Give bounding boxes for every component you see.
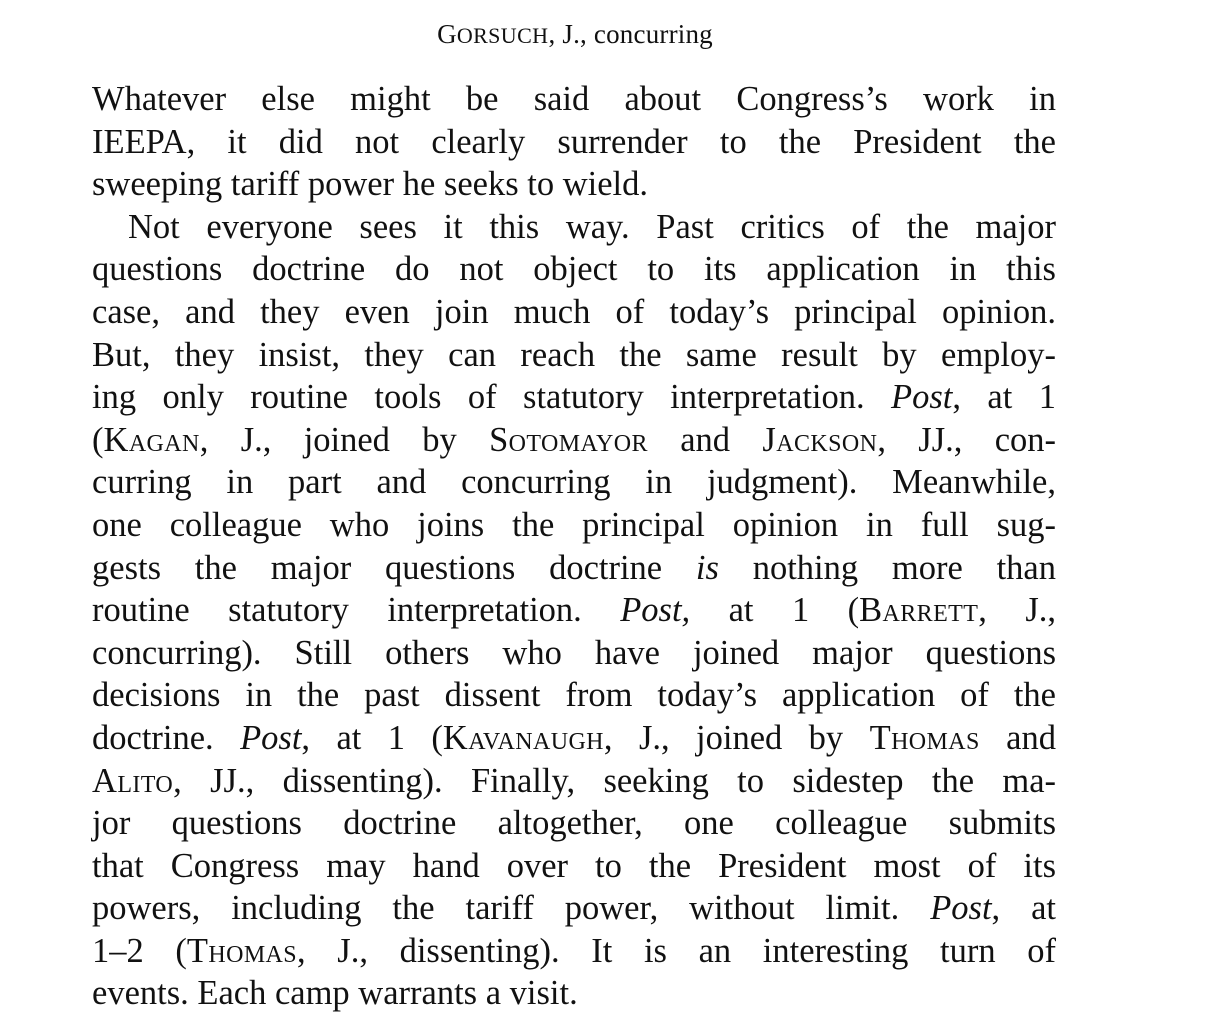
opinion-text: [92, 78, 1056, 1015]
text-run: gests the major questions doctrine: [92, 548, 696, 587]
text-run: doctrine.: [92, 718, 241, 757]
text-run: , at: [991, 889, 1056, 928]
text-run: and: [979, 718, 1056, 757]
justice-name: Jackson: [762, 420, 878, 459]
text-run: , at 1: [952, 378, 1056, 417]
citation-post: Post: [891, 378, 953, 417]
emphasis-is: is: [695, 548, 719, 587]
text-line: that Congress may hand over to the President most of its: [92, 846, 1056, 885]
text-line: [92, 717, 1056, 760]
citation-post: Post: [240, 718, 302, 757]
justice-name: Kagan: [103, 420, 200, 459]
text-run: , J., joined by: [199, 420, 490, 459]
text-line: But, they insist, they can reach the same result by employ-: [92, 335, 1056, 374]
text-line: concurring). Still others who have joined major questions: [92, 633, 1056, 672]
justice-name: Kavanaugh: [442, 718, 604, 757]
text-line: jor questions doctrine altogether, one colleague submits: [92, 804, 1056, 843]
justice-name: Alito: [92, 761, 174, 800]
citation-post: Post: [930, 889, 992, 928]
running-head: [0, 14, 1150, 56]
justice-name: Sotomayor: [489, 420, 648, 459]
running-head-justice-initial: G: [437, 19, 457, 49]
text-line: questions doctrine do not object to its application in this: [92, 250, 1056, 289]
text-run: , J., dissenting). It is an interesting turn of: [297, 931, 1056, 970]
paragraph-2: [92, 206, 1056, 1015]
text-line: [92, 887, 1056, 930]
text-line: [92, 376, 1056, 419]
text-line: case, and they even join much of today’s principal opinion.: [92, 292, 1056, 331]
text-line: events. Each camp warrants a visit.: [92, 974, 578, 1013]
running-head-justice-name: ORSUCH: [456, 23, 549, 48]
text-line: IEEPA, it did not clearly surrender to the President the: [92, 122, 1056, 161]
text-line: [92, 930, 1056, 973]
citation-post: Post,: [620, 591, 691, 630]
text-run: nothing more than: [718, 548, 1056, 587]
justice-name: Barrett: [859, 591, 979, 630]
justice-name: Thomas: [869, 718, 980, 757]
text-line: one colleague who joins the principal opinion in full sug-: [92, 505, 1056, 544]
text-run: , JJ., con-: [877, 420, 1056, 459]
paragraph-1: [92, 78, 1056, 206]
text-run: , J., joined by: [603, 718, 870, 757]
text-line: Not everyone sees it this way. Past critics of the major: [128, 207, 1056, 246]
text-run: at 1 (: [690, 591, 860, 630]
text-line: [92, 760, 1056, 803]
text-run: 1–2 (: [92, 931, 187, 970]
text-run: , JJ., dissenting). Finally, seeking to sidestep the ma-: [173, 761, 1056, 800]
text-line: curring in part and concurring in judgment). Meanwhile,: [92, 463, 1056, 502]
text-line: Whatever else might be said about Congress’s work in: [92, 80, 1056, 118]
text-run: and: [647, 420, 763, 459]
justice-name: Thomas: [186, 931, 298, 970]
text-run: (: [92, 420, 104, 459]
text-line: [92, 589, 1056, 632]
text-line: decisions in the past dissent from today’s application of the: [92, 676, 1056, 715]
text-line: [92, 419, 1056, 462]
text-run: routine statutory interpretation.: [92, 591, 621, 630]
text-run: powers, including the tariff power, without limit.: [92, 889, 931, 928]
text-run: ing only routine tools of statutory interpretation.: [92, 378, 892, 417]
text-line: sweeping tariff power he seeks to wield.: [92, 165, 648, 204]
text-run: , at 1 (: [301, 718, 443, 757]
text-line: [92, 547, 1056, 590]
text-run: , J.,: [978, 591, 1056, 630]
running-head-suffix: , J., concurring: [548, 19, 713, 49]
